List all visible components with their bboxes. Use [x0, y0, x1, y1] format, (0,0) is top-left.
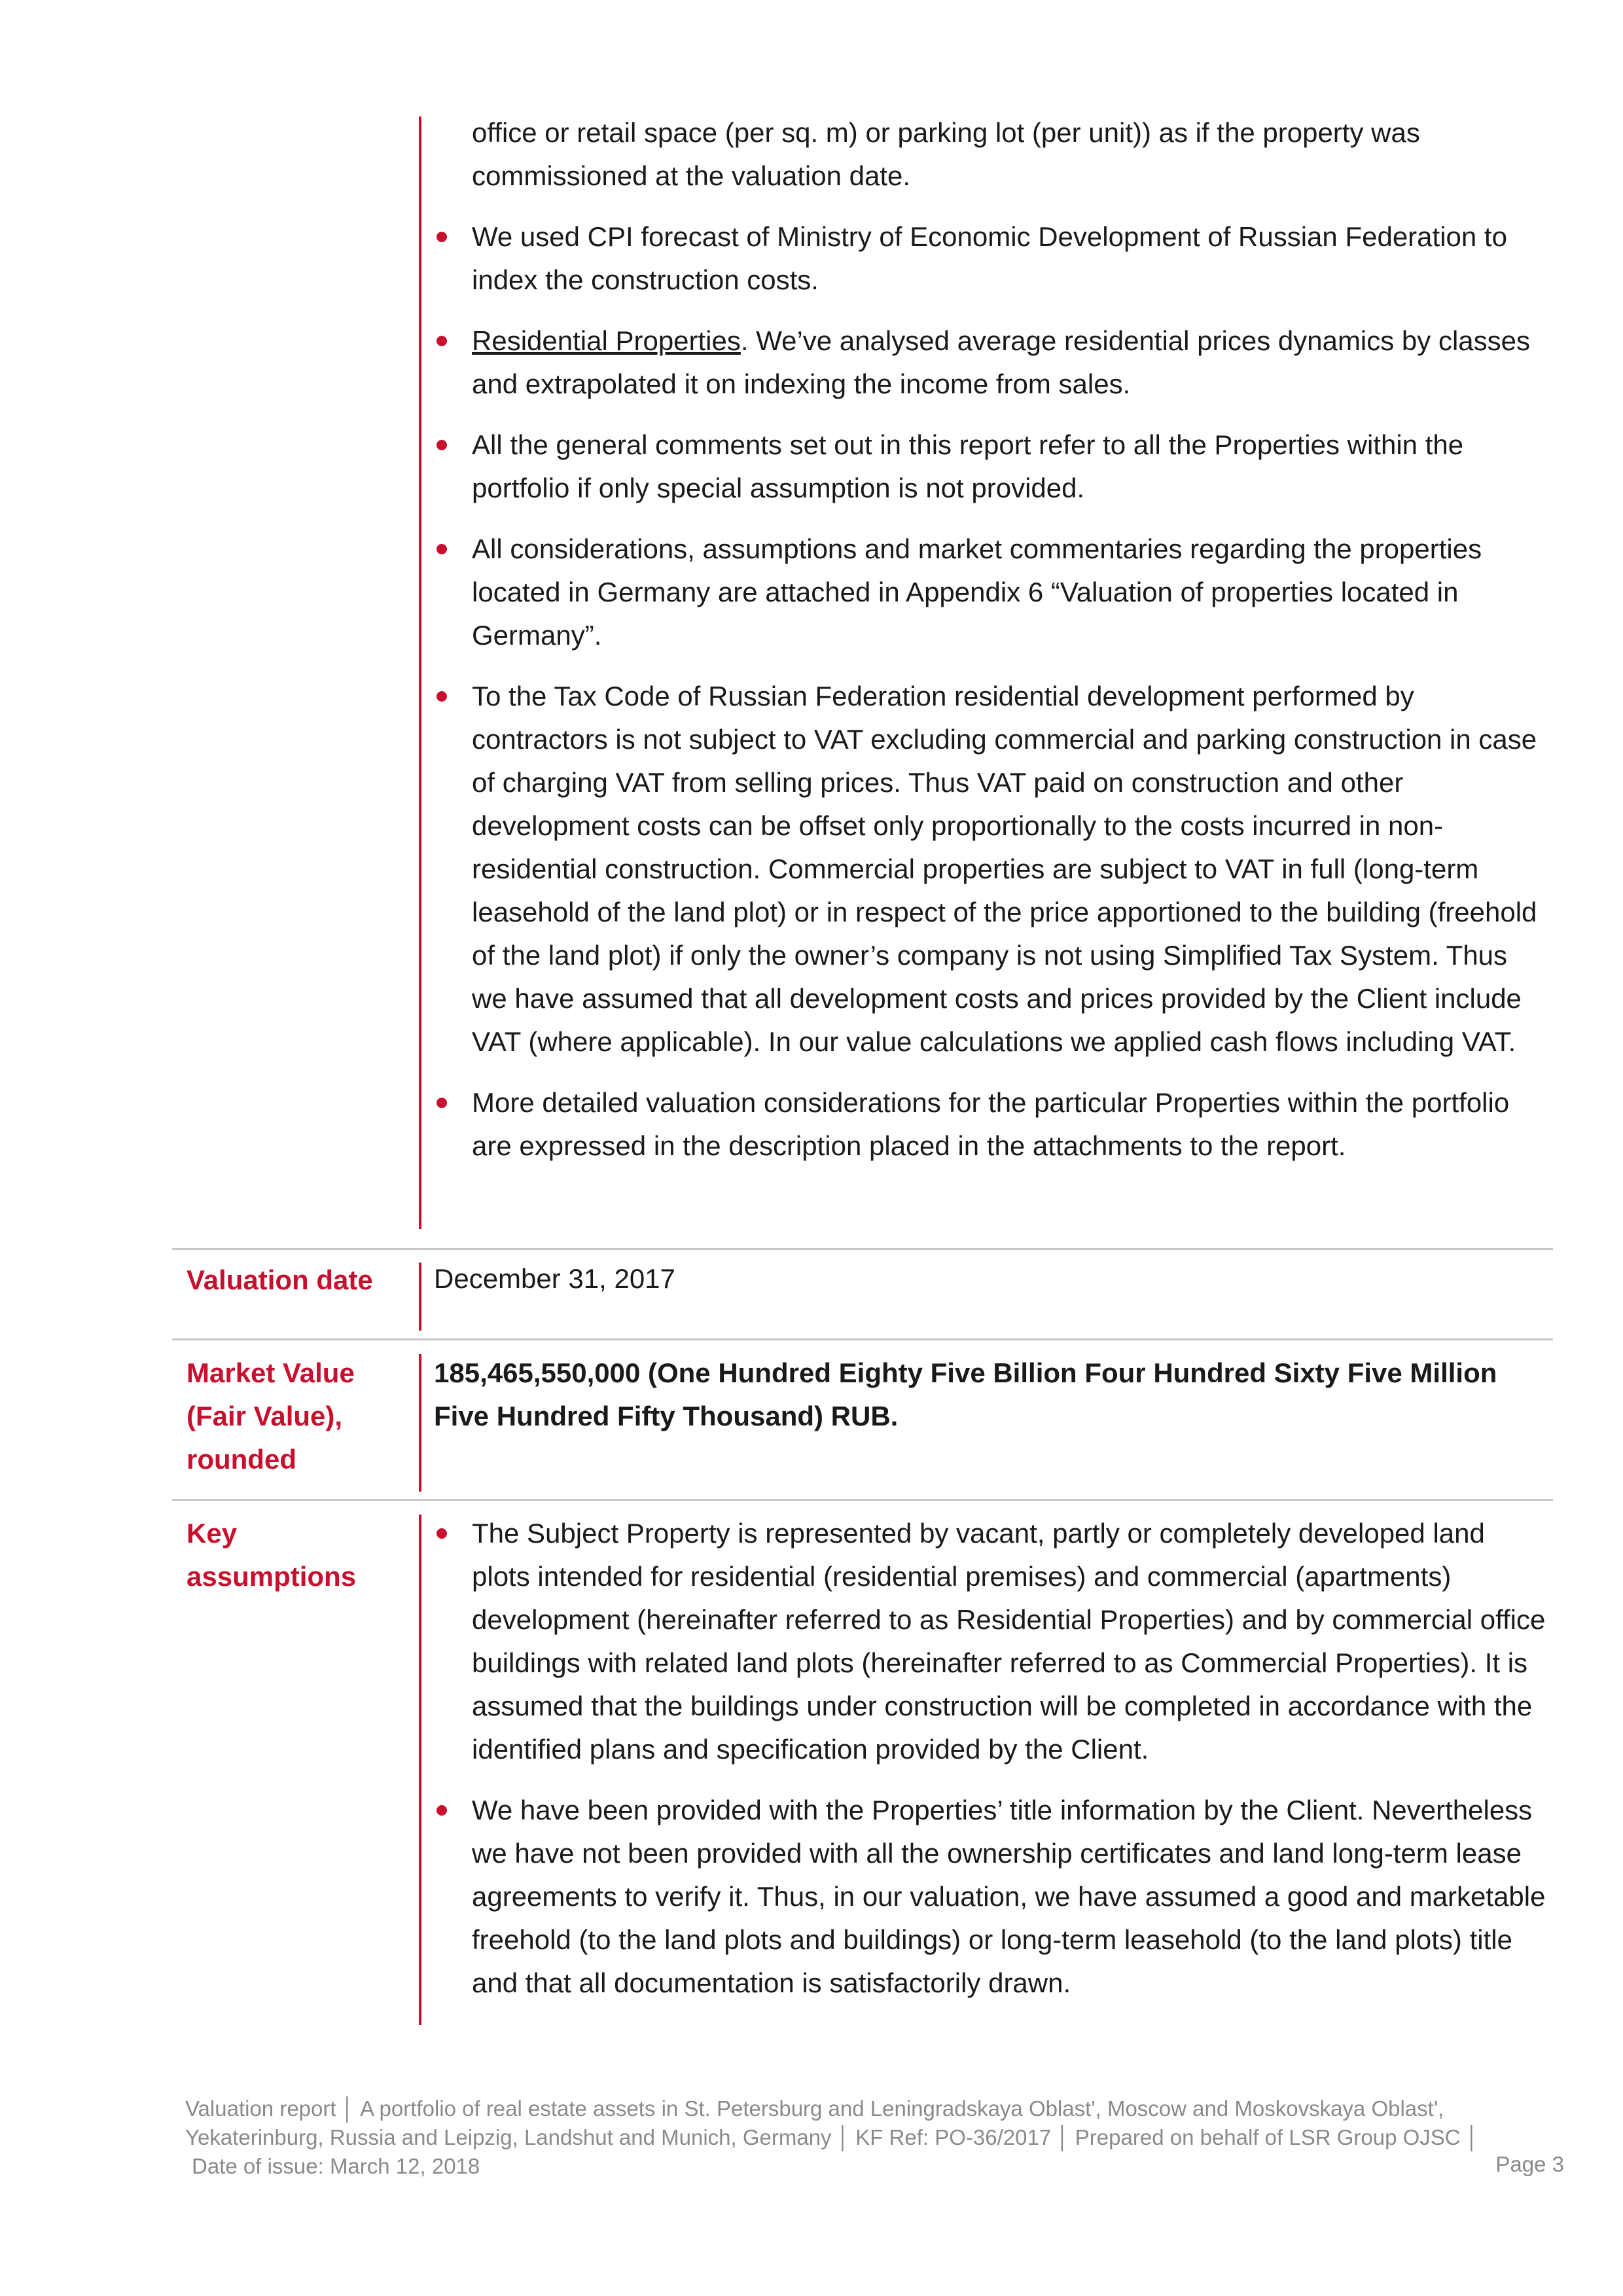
key-assumptions-list	[434, 1512, 1546, 2005]
key-assumptions-label: Key assumptions	[187, 1518, 357, 1592]
horizontal-rule	[172, 1338, 1553, 1340]
bullet-item: More detailed valuation considerations for the particular Properties within the portfolio are expressed in the description placed in the attachments to the report.	[434, 1081, 1546, 1168]
horizontal-rule	[172, 1248, 1553, 1250]
valuation-date-label: Valuation date	[187, 1265, 373, 1295]
market-value-section	[172, 1345, 1553, 1496]
bullet-item: The Subject Property is represented by vacant, partly or completely developed land plots intended for residential (residential premises) and commercial (apartments) development (hereinafter referred to as Residential Properties) and by commercial office buildings with related land plots (hereinafter referred to as Commercial Properties). It is assumed that the buildings under construction will be completed in accordance with the identified plans and specification provided by the Client.	[434, 1512, 1546, 1771]
bullet-item: We used CPI forecast of Ministry of Economic Development of Russian Federation to index the construction costs.	[434, 215, 1546, 302]
bullet-icon	[437, 336, 447, 346]
bullet-item: To the Tax Code of Russian Federation residential development performed by contractors is not subject to VAT excluding commercial and parking construction in case of charging VAT from selling prices. Thus VAT paid on construction and other development costs can be offset only proportionally to the costs incurred in non-residential construction. Commercial properties are subject to VAT in full (long-term leasehold of the land plot) or in respect of the price apportioned to the building (freehold of the land plot) if only the owner’s company is not using Simplified Tax System. Thus we have assumed that all development costs and prices provided by the Client include VAT (where applicable). In our value calculations we applied cash flows including VAT.	[434, 675, 1546, 1064]
key-assumptions-content	[434, 1512, 1546, 2022]
footer-line-2: Yekaterinburg, Russia and Leipzig, Landshut and Munich, Germany │ KF Ref: PO-36/2017 │ Prepared on behalf of LSR Group OJSC │	[185, 2125, 1480, 2149]
bullet-item: All considerations, assumptions and market commentaries regarding the properties located in Germany are attached in Appendix 6 “Valuation of properties located in Germany”.	[434, 528, 1546, 657]
bullet-icon	[437, 1098, 447, 1108]
section-divider-bar	[419, 117, 421, 1229]
continued-bullet-list	[434, 215, 1546, 1168]
continued-first-line: office or retail space (per sq. m) or parking lot (per unit)) as if the property was commissioned at the valuation date.	[472, 117, 1420, 191]
bullet-icon	[437, 691, 447, 702]
continued-section	[172, 111, 1553, 1230]
bullet-icon	[437, 1528, 447, 1539]
continued-content	[434, 111, 1546, 1185]
section-divider-bar	[419, 1354, 421, 1492]
valuation-date-value: December 31, 2017	[434, 1263, 675, 1294]
page-footer	[185, 2094, 1494, 2181]
bullet-icon	[437, 544, 447, 554]
bullet-icon	[437, 232, 447, 242]
bullet-item: Residential Properties. We’ve analysed average residential prices dynamics by classes and extrapolated it on indexing the income from sales.	[434, 319, 1546, 406]
bullet-item: We have been provided with the Properties’ title information by the Client. Nevertheless we have not been provided with all the ownership certificates and land long-term lease agreements to verify it. Thus, in our valuation, we have assumed a good and marketable freehold (to the land plots and buildings) or long-term leasehold (to the land plots) title and that all documentation is satisfactorily drawn.	[434, 1789, 1546, 2005]
market-value-amount: 185,465,550,000 (One Hundred Eighty Five Billion Four Hundred Sixty Five Million Five Hundred Fifty Thousand) RUB.	[434, 1357, 1497, 1431]
bullet-icon	[437, 440, 447, 450]
footer-line-1: Valuation report │ A portfolio of real estate assets in St. Petersburg and Leningradskaya Oblast', Moscow and Moskovskaya Oblast',	[185, 2096, 1444, 2121]
page-number: Page 3	[1495, 2152, 1564, 2176]
bullet-icon	[437, 1805, 447, 1816]
bullet-item: All the general comments set out in this report refer to all the Properties within the portfolio if only special assumption is not provided.	[434, 423, 1546, 510]
footer-line-3: Date of issue: March 12, 2018	[192, 2154, 480, 2178]
horizontal-rule	[172, 1499, 1553, 1501]
key-assumptions-section	[172, 1505, 1553, 2029]
valuation-date-section	[172, 1253, 1553, 1338]
residential-properties-link-text: Residential Properties	[472, 325, 741, 356]
section-divider-bar	[419, 1515, 421, 2025]
market-value-label: Market Value (Fair Value), rounded	[187, 1357, 355, 1475]
section-divider-bar	[419, 1263, 421, 1331]
